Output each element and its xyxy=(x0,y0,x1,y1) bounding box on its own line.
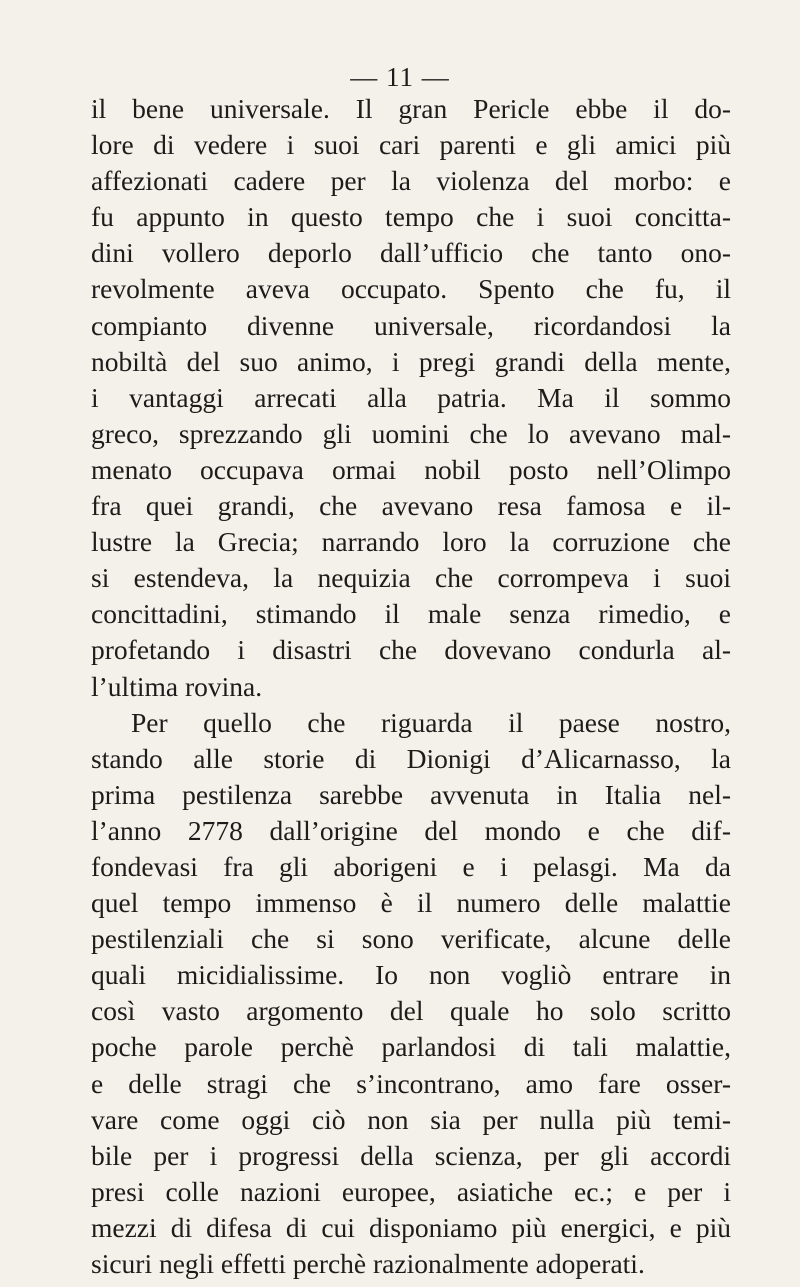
text-line: fu appunto in questo tempo che i suoi concitta- xyxy=(91,201,731,233)
text-line: quel tempo immenso è il numero delle malattie xyxy=(91,887,731,919)
text-line: i vantaggi arrecati alla patria. Ma il sommo xyxy=(91,381,731,413)
text-line: dini vollero deporlo dall’ufficio che tanto ono- xyxy=(91,237,731,269)
text-line: lore di vedere i suoi cari parenti e gli amici più xyxy=(91,129,731,161)
page-number: — 11 — xyxy=(350,62,450,92)
text-line: vare come oggi ciò non sia per nulla più temi- xyxy=(91,1103,731,1135)
text-line: l’ultima rovina. xyxy=(91,670,263,702)
text-line: sicuri negli effetti perchè razionalmente adoperati. xyxy=(91,1248,645,1279)
text-line: e delle stragi che s’incontrano, amo fare osser- xyxy=(91,1067,731,1099)
text-line: così vasto argomento del quale ho solo scritto xyxy=(91,995,731,1027)
text-line: profetando i disastri che dovevano condurla al- xyxy=(91,634,731,666)
text-line: mezzi di difesa di cui disponiamo più energici, e più xyxy=(91,1211,731,1243)
text-line: si estendeva, la nequizia che corrompeva i suoi xyxy=(91,562,731,594)
text-line: l’anno 2778 dall’origine del mondo e che dif- xyxy=(91,814,731,846)
text-line: presi colle nazioni europee, asiatiche ec.; e per i xyxy=(91,1175,731,1207)
text-line: pestilenziali che si sono verificate, alcune delle xyxy=(91,923,731,955)
text-line: nobiltà del suo animo, i pregi grandi della mente, xyxy=(91,345,731,377)
text-line: fra quei grandi, che avevano resa famosa e il- xyxy=(91,490,731,522)
text-line: il bene universale. Il gran Pericle ebbe il do- xyxy=(91,93,731,124)
text-line: menato occupava ormai nobil posto nell’Olimpo xyxy=(91,453,731,485)
text-line: revolmente aveva occupato. Spento che fu, il xyxy=(91,273,731,305)
text-line: quali micidialissime. Io non vogliò entrare in xyxy=(91,959,731,991)
body-text xyxy=(91,91,731,1282)
text-line: bile per i progressi della scienza, per gli accordi xyxy=(91,1139,731,1171)
text-line: affezionati cadere per la violenza del morbo: e xyxy=(91,165,731,197)
text-line: compianto divenne universale, ricordandosi la xyxy=(91,309,731,341)
text-line: concittadini, stimando il male senza rimedio, e xyxy=(91,598,731,630)
text-line: poche parole perchè parlandosi di tali malattie, xyxy=(91,1031,731,1063)
text-line: greco, sprezzando gli uomini che lo avevano mal- xyxy=(91,417,731,449)
paragraph-first-line: Per quello che riguarda il paese nostro, xyxy=(131,706,731,738)
text-line: stando alle storie di Dionigi d’Alicarnasso, la xyxy=(91,742,731,774)
text-line: prima pestilenza sarebbe avvenuta in Italia nel- xyxy=(91,778,731,810)
text-line: fondevasi fra gli aborigeni e i pelasgi. Ma da xyxy=(91,850,731,882)
text-line: lustre la Grecia; narrando loro la corruzione che xyxy=(91,526,731,558)
